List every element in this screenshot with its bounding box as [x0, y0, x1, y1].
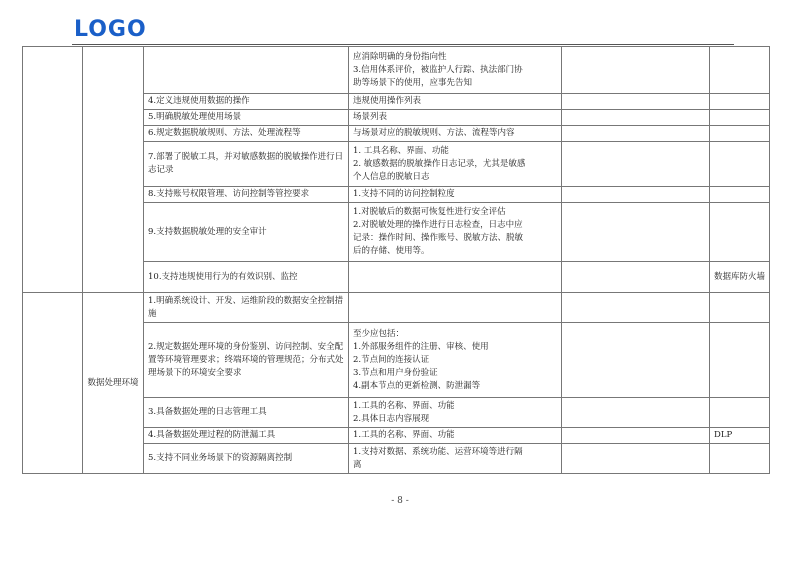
evidence-cell: 场景列表 — [349, 110, 562, 126]
notes-cell — [562, 47, 710, 94]
header-rule — [72, 44, 734, 45]
category-cell — [23, 47, 83, 293]
notes-cell — [562, 110, 710, 126]
requirement-cell: 3.具备数据处理的日志管理工具 — [144, 398, 349, 428]
requirement-cell: 8.支持账号权限管理、访问控制等管控要求 — [144, 187, 349, 203]
product-cell — [710, 187, 770, 203]
requirement-cell: 5.支持不同业务场景下的资源隔离控制 — [144, 444, 349, 474]
evidence-line: 应消除明确的身份指向性 — [353, 51, 447, 62]
subcategory-cell: 数据处理环境 — [83, 293, 144, 474]
evidence-cell — [349, 262, 562, 293]
product-cell — [710, 47, 770, 94]
product-cell: DLP — [710, 428, 770, 444]
requirement-cell — [144, 47, 349, 94]
subcategory-cell — [83, 47, 144, 293]
notes-cell — [562, 293, 710, 323]
requirements-table — [22, 46, 770, 474]
notes-cell — [562, 187, 710, 203]
requirement-cell: 1.明确系统设计、开发、运维阶段的数据安全控制措施 — [144, 293, 349, 323]
evidence-cell: 与场景对应的脱敏规则、方法、流程等内容 — [349, 126, 562, 142]
requirement-cell: 2.规定数据处理环境的身份鉴别、访问控制、安全配置等环境管理要求；终端环境的管理规范；分布式处理场景下的环境安全要求 — [144, 323, 349, 398]
evidence-cell: 违规使用操作列表 — [349, 94, 562, 110]
notes-cell — [562, 126, 710, 142]
evidence-cell: 1.工具的名称、界面、功能 — [349, 428, 562, 444]
notes-cell — [562, 398, 710, 428]
evidence-line: 助等场景下的使用，应事先告知 — [353, 77, 473, 88]
product-cell — [710, 110, 770, 126]
notes-cell — [562, 323, 710, 398]
notes-cell — [562, 262, 710, 293]
evidence-cell: 1.支持不同的访问控制粒度 — [349, 187, 562, 203]
category-cell — [23, 293, 83, 474]
table-row — [23, 293, 770, 323]
notes-cell — [562, 94, 710, 110]
evidence-cell: 1.对脱敏后的数据可恢复性进行安全评估 2.对脱敏处理的操作进行日志检查，日志中应 记录：操作时间、操作账号、脱敏方法、脱敏 后的存储、使用等。 — [349, 203, 562, 262]
page-number: - 8 - — [391, 496, 409, 506]
requirement-cell: 5.明确脱敏处理使用场景 — [144, 110, 349, 126]
notes-cell — [562, 203, 710, 262]
product-cell — [710, 126, 770, 142]
product-cell — [710, 203, 770, 262]
product-cell — [710, 94, 770, 110]
requirement-cell: 9.支持数据脱敏处理的安全审计 — [144, 203, 349, 262]
logo: LOGO — [74, 17, 147, 42]
product-cell — [710, 398, 770, 428]
notes-cell — [562, 428, 710, 444]
requirement-cell: 7.部署了脱敏工具，并对敏感数据的脱敏操作进行日志记录 — [144, 142, 349, 187]
requirement-cell: 4.具备数据处理过程的防泄漏工具 — [144, 428, 349, 444]
evidence-cell: 1.支持对数据、系统功能、运营环境等进行隔 离 — [349, 444, 562, 474]
evidence-cell: 1. 工具名称、界面、功能 2. 敏感数据的脱敏操作日志记录，尤其是敏感 个人信息的脱敏日志 — [349, 142, 562, 187]
product-cell — [710, 142, 770, 187]
table-row — [23, 47, 770, 94]
evidence-cell — [349, 293, 562, 323]
product-cell — [710, 444, 770, 474]
evidence-cell: 至少应包括： 1.外部服务组件的注册、审核、使用 2.节点间的连接认证 3.节点和用户身份验证 4.副本节点的更新检测、防泄漏等 — [349, 323, 562, 398]
product-cell — [710, 323, 770, 398]
requirement-cell: 10.支持违规使用行为的有效识别、监控 — [144, 262, 349, 293]
notes-cell — [562, 444, 710, 474]
evidence-line: 3.信用体系评价，被监护人行踪、执法部门协 — [353, 64, 523, 75]
requirement-cell: 6.规定数据脱敏规则、方法、处理流程等 — [144, 126, 349, 142]
product-cell — [710, 293, 770, 323]
requirement-cell: 4.定义违规使用数据的操作 — [144, 94, 349, 110]
evidence-cell — [349, 47, 562, 94]
notes-cell — [562, 142, 710, 187]
product-cell: 数据库防火墙 — [710, 262, 770, 293]
evidence-cell: 1.工具的名称、界面、功能 2.具体日志内容展现 — [349, 398, 562, 428]
